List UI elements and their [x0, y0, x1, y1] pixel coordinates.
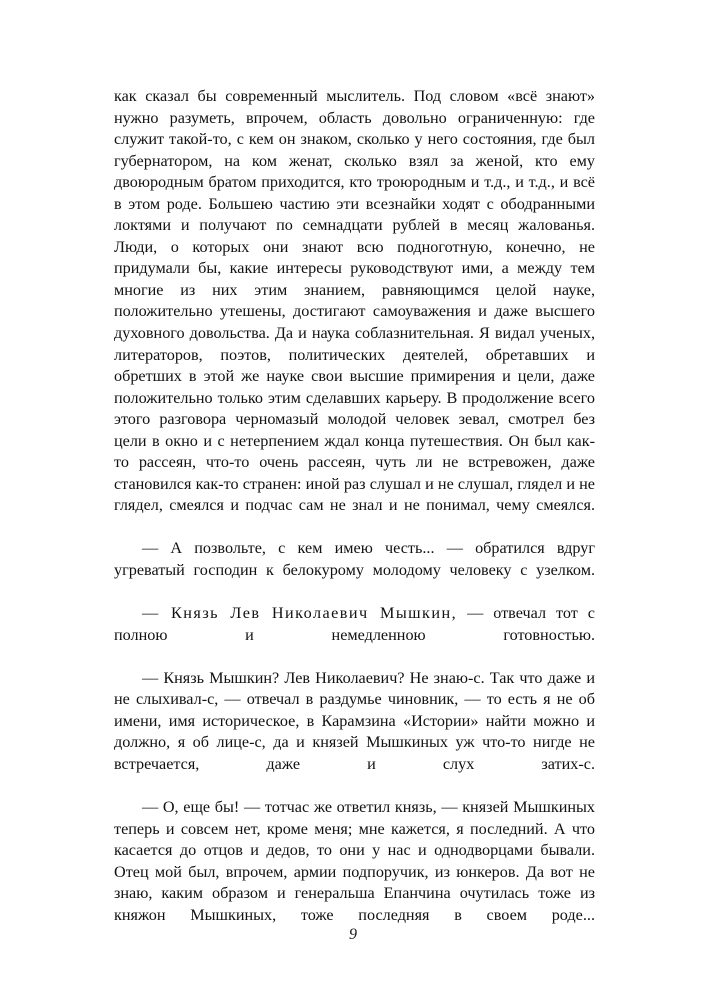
page-number: 9	[349, 926, 357, 943]
body-paragraph: — А позвольте, с кем имею честь... — обратился вдруг угреватый господин к белокурому молодому человеку с узелком.	[114, 539, 595, 580]
body-paragraph: как сказал бы современный мыслитель. Под словом «всё знают» нужно разуметь, впрочем, область довольно ограниченную: где служит такой-то, с кем он знаком, сколько у него состояния, где был губернатором, на ком женат, сколько взял за женой, кто ему двоюродным братом приходится, кто троюродным и т.д., и т.д., и всё в этом роде. Большею частию эти всезнайки ходят с ободранными локтями и получают по семнадцати рублей в месяц жалованья. Люди, о которых они знают всю подноготную, конечно, не придумали бы, какие интересы руководствуют ими, а между тем многие из них этим знанием, равняющимся целой науке, положительно утешены, достигают самоуважения и даже высшего духовного довольства. Да и наука соблазнительная. Я видал ученых, литераторов, поэтов, политических деятелей, обретавших и обретших в этой же науке свои высшие примирения и цели, даже положительно только этим сделавших карьеру. В продолжение всего этого разговора черномазый молодой человек зевал, смотрел без цели в окно и с нетерпением ждал конца путешествия. Он был как-то рассеян, что-то очень рассеян, чуть ли не встревожен, даже становился как-то странен: иной раз слушал и не слушал, глядел и не глядел, смеялся и подчас сам не знал и не понимал, чему смеялся.	[114, 87, 595, 515]
body-paragraph: — Князь Мышкин? Лев Николаевич? Не знаю-с. Так что даже и не слыхивал-с, — отвечал в раздумье чиновник, — то есть я не об имени, имя историческое, в Карамзина «Истории» найти можно и должно, я об лице-с, да и князей Мышкиных уж что-то нигде не встречается, даже и слух затих-с.	[114, 668, 595, 773]
dialogue-attribution: — отвечал тот с полною и немедленною готовностью.	[114, 604, 595, 644]
character-name-spaced: — Князь Лев Николаевич Мышкин,	[142, 604, 458, 623]
text-column	[114, 86, 595, 948]
body-paragraph-dialogue-name	[114, 603, 595, 668]
body-paragraph: — О, еще бы! — тотчас же ответил князь, — князей Мышкиных теперь и совсем нет, кроме меня; мне кажется, я последний. А что касается до отцов и дедов, то они у нас и однодворцами бывали. Отец мой был, впрочем, армии подпоручик, из юнкеров. Да вот не знаю, каким образом и генеральша Епанчина очутилась тоже из княжон Мышкиных, тоже последняя в своем роде...	[114, 798, 595, 924]
